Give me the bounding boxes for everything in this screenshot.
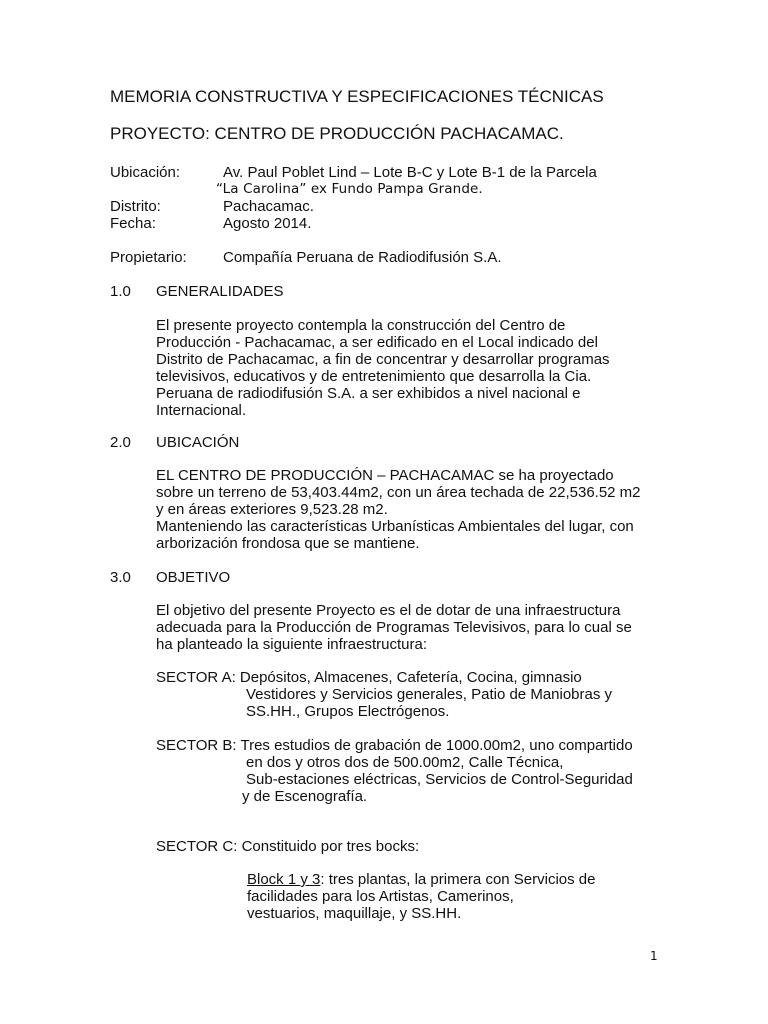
sector-c-line: SECTOR C: Constituido por tres bocks: <box>156 838 420 855</box>
paragraph-line: Internacional. <box>156 402 247 419</box>
paragraph-line: Distrito de Pachacamac, a fin de concentrar y desarrollar programas <box>156 351 610 368</box>
paragraph-line: EL CENTRO DE PRODUCCIÓN – PACHACAMAC se ha proyectado <box>156 467 614 484</box>
date-value: Agosto 2014. <box>223 215 312 232</box>
location-value: Av. Paul Poblet Lind – Lote B-C y Lote B-1 de la Parcela <box>223 164 597 181</box>
paragraph-line: arborización frondosa que se mantiene. <box>156 535 420 552</box>
owner-label: Propietario: <box>110 249 187 266</box>
sector-a-line: SECTOR A: Depósitos, Almacenes, Cafetería, Cocina, gimnasio <box>156 669 582 686</box>
section-number: 3.0 <box>110 569 131 586</box>
block-line <box>247 871 596 888</box>
paragraph-line: sobre un terreno de 53,403.44m2, con un área techada de 22,536.52 m2 <box>156 484 641 501</box>
section-number: 2.0 <box>110 434 131 451</box>
section-title: UBICACIÓN <box>156 434 240 451</box>
paragraph-line: televisivos, educativos y de entretenimiento que desarrolla la Cia. <box>156 368 592 385</box>
owner-value: Compañía Peruana de Radiodifusión S.A. <box>223 249 502 266</box>
block-line: facilidades para los Artistas, Camerinos, <box>247 888 514 905</box>
block-description: : tres plantas, la primera con Servicios de <box>320 871 596 888</box>
sector-b-line: SECTOR B: Tres estudios de grabación de 1000.00m2, uno compartido <box>156 737 633 754</box>
location-value-line2: “La Carolina” ex Fundo Pampa Grande. <box>216 181 483 197</box>
paragraph-line: El objetivo del presente Proyecto es el de dotar de una infraestructura <box>156 602 621 619</box>
sector-b-line: y de Escenografía. <box>242 788 368 805</box>
district-label: Distrito: <box>110 198 161 215</box>
sector-a-line: Vestidores y Servicios generales, Patio de Maniobras y <box>246 686 613 703</box>
sector-b-line: Sub-estaciones eléctricas, Servicios de Control-Seguridad <box>246 771 633 788</box>
page-number: 1 <box>650 949 658 963</box>
paragraph-line: ha planteado la siguiente infraestructura: <box>156 636 428 653</box>
paragraph-line: El presente proyecto contempla la construcción del Centro de <box>156 317 566 334</box>
section-number: 1.0 <box>110 283 131 300</box>
paragraph-line: Peruana de radiodifusión S.A. a ser exhibidos a nivel nacional e <box>156 385 581 402</box>
paragraph-line: y en áreas exteriores 9,523.28 m2. <box>156 501 388 518</box>
section-body <box>156 317 610 419</box>
section-title: OBJETIVO <box>156 569 231 586</box>
paragraph-line: Manteniendo las características Urbanísticas Ambientales del lugar, con <box>156 518 634 535</box>
section-body <box>156 467 641 552</box>
document-title: MEMORIA CONSTRUCTIVA Y ESPECIFICACIONES TÉCNICAS <box>110 87 604 106</box>
block-line: vestuarios, maquillaje, y SS.HH. <box>247 905 462 922</box>
section-body <box>156 602 632 653</box>
sector-a-line: SS.HH., Grupos Electrógenos. <box>246 703 450 720</box>
district-value: Pachacamac. <box>223 198 314 215</box>
paragraph-line: Producción - Pachacamac, a ser edificado en el Local indicado del <box>156 334 598 351</box>
sector-b-line: en dos y otros dos de 500.00m2, Calle Técnica, <box>246 754 564 771</box>
paragraph-line: adecuada para la Producción de Programas Televisivos, para lo cual se <box>156 619 632 636</box>
section-title: GENERALIDADES <box>156 283 284 300</box>
project-title: PROYECTO: CENTRO DE PRODUCCIÓN PACHACAMAC. <box>110 124 564 143</box>
block-label: Block 1 y 3 <box>247 871 321 888</box>
date-label: Fecha: <box>110 215 156 232</box>
location-label: Ubicación: <box>110 164 181 181</box>
